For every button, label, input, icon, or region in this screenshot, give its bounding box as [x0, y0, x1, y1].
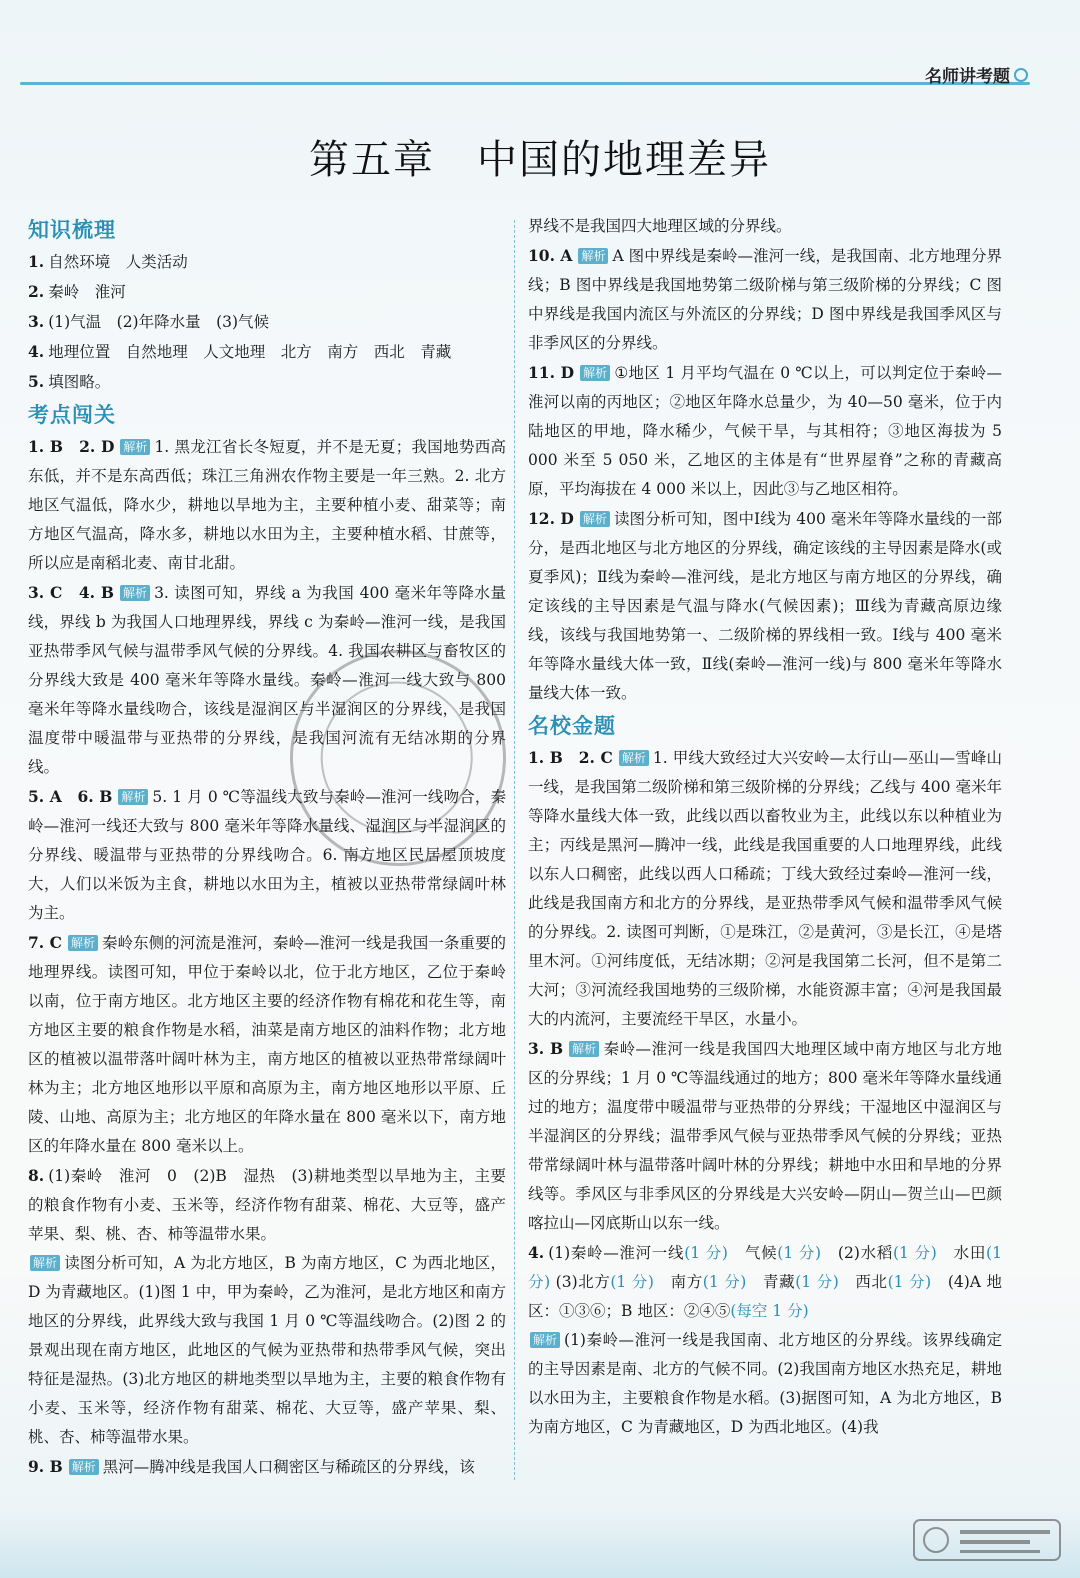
answer-item: 10. A 解析 A 图中界线是秦岭—淮河一线，是我国南、北方地理分界线；B 图中界线是我国地势第二级阶梯与第三级阶梯的分界线；C 图中界线是我国内流区与外流区的分界线；D 图中界线是我国季风区与非季风区的分界线。 [528, 246, 1003, 352]
column-divider [514, 220, 516, 1480]
answer-item: 3. B 解析 秦岭—淮河一线是我国四大地理区域中南方地区与北方地区的分界线；1 月 0 ℃等温线通过的地方；800 毫米年等降水量线通过的地方；温度带中暖温带与亚热带的分界线；干湿地区中湿润区与半湿润区的分界线；温带季风气候与亚热带季风气候的分界线；亚热带常绿阔叶林与温带落叶阔叶林的分界线；耕地中水田和旱地的分界线等。季风区与非季风区的分界线是大兴安岭—阴山—贺兰山—巴颜喀拉山—冈底斯山以东一线。 [528, 1039, 1002, 1232]
score-note: (每空 1 分) [730, 1302, 809, 1320]
answer-item: 3. (1)气温 (2)年降水量 (3)气候 [28, 312, 270, 331]
score-note: (1 分) [702, 1273, 747, 1291]
score-note: (1 分) [887, 1273, 932, 1291]
answer-item: 8. (1)秦岭 淮河 0 (2)B 湿热 (3)耕地类型以旱地为主，主要的粮食作物有小麦、玉米等，经济作物有甜菜、棉花、大豆等，盛产苹果、梨、桃、杏、柿等温带水果。 [28, 1166, 506, 1243]
circle-icon [1014, 68, 1028, 82]
score-note: (1 分) [610, 1273, 654, 1291]
analysis-text: 解析 读图分析可知，A 为北方地区，B 为南方地区，C 为西北地区，D 为青藏地区。(1)图 1 中，甲为秦岭，乙为淮河，是北方地区和南方地区的分界线，此界线大致与我国 1 月 0 ℃等温线吻合。(2)图 2 的景观出现在南方地区，此地区的气候为亚热带和热带季风气候，突出特征是湿热。(3)北方地区的耕地类型以旱地为主，主要的粮食作物有小麦、玉米等，经济作物有甜菜、棉花、大豆等，盛产苹果、梨、桃、杏、柿等温带水果。 [28, 1254, 506, 1446]
analysis-badge: 解析 [530, 1332, 560, 1348]
answer-item: 5. A 6. B 解析 5. 1 月 0 ℃等温线大致与秦岭—淮河一线吻合，秦岭—淮河一线还大致与 800 毫米年等降水量线、湿润区与半湿润区的分界线、暖温带与亚热带的分界线吻合。6. 南方地区民居屋顶坡度大，人们以米饭为主食，耕地以水田为主，植被以亚热带常绿阔叶林为主。 [28, 787, 506, 922]
answer-item: 4. (1)秦岭—淮河一线(1 分) 气候(1 分) (2)水稻(1 分) 水田(1 分) (3)北方(1 分) 南方(1 分) 青藏(1 分) 西北(1 分) (4)A 地区：①③⑥；B 地区：②④⑤(每空 1 分) [528, 1243, 1002, 1320]
analysis-badge: 解析 [118, 789, 148, 805]
answer-item: 7. C 解析 秦岭东侧的河流是淮河，秦岭—淮河一线是我国一条重要的地理界线。读图可知，甲位于秦岭以北，位于北方地区，乙位于秦岭以南，位于南方地区。北方地区主要的经济作物有棉花和花生等，南方地区主要的粮食作物是水稻，油菜是南方地区的油料作物；北方地区的植被以温带落叶阔叶林为主，南方地区的植被以亚热带常绿阔叶林为主；北方地区地形以平原和高原为主，南方地区地形以平原、丘陵、山地、高原为主；北方地区的年降水量在 800 毫米以下，南方地区的年降水量在 800 毫米以上。 [28, 933, 506, 1155]
answer-item: 3. C 4. B 解析 3. 读图可知，界线 a 为我国 400 毫米年等降水量线，界线 b 为我国人口地理界线，界线 c 为秦岭—淮河一线，是我国亚热带季风气候与温带季风气候的分界线。4. 我国农耕区与畜牧区的分界线大致是 400 毫米年等降水量线。秦岭—淮河一线大致与 800 毫米年等降水量线吻合，该线是湿润区与半湿润区的分界线，是我国温度带中暖温带与亚热带的分界线，是我国河流有无结冰期的分界线。 [28, 583, 506, 776]
analysis-badge: 解析 [580, 365, 610, 381]
section-heading: 知识梳理 [28, 218, 116, 242]
analysis-badge: 解析 [569, 1041, 599, 1057]
answer-item: 2. 秦岭 淮河 [28, 282, 126, 301]
analysis-text: 解析 (1)秦岭—淮河一线是我国南、北方地区的分界线。该界线确定的主导因素是南、北方的气候不同。(2)我国南方地区水热充足，耕地以水田为主，主要粮食作物是水稻。(3)据图可知，A 为北方地区，B 为南方地区，C 为青藏地区，D 为西北地区。(4)我 [528, 1331, 1002, 1436]
answer-continuation: 界线不是我国四大地理区域的分界线。 [528, 217, 792, 235]
score-note: (1 分) [684, 1244, 728, 1262]
section-heading: 名校金题 [528, 714, 616, 738]
answer-item: 5. 填图略。 [28, 372, 111, 391]
analysis-badge: 解析 [69, 1459, 99, 1475]
answer-item: 1. B 2. D 解析 1. 黑龙江省长冬短夏，并不是无夏；我国地势西高东低，并不是东高西低；珠江三角洲农作物主要是一年三熟。2. 北方地区气温低，降水少，耕地以旱地为主，主要种植小麦、甜菜等；南方地区气温高，降水多，耕地以水田为主，主要种植水稻、甘蔗等，所以应是南稻北麦、南甘北甜。 [28, 437, 507, 572]
analysis-badge: 解析 [30, 1255, 60, 1271]
chapter-title: 第五章 中国的地理差异 [309, 137, 771, 183]
right-column [528, 212, 1002, 1442]
header-tag: 名师讲考题 [925, 67, 1010, 87]
answer-item: 4. 地理位置 自然地理 人文地理 北方 南方 西北 青藏 [28, 342, 452, 361]
answer-item: 12. D 解析 读图分析可知，图中Ⅰ线为 400 毫米年等降水量线的一部分，是西北地区与北方地区的分界线，确定该线的主导因素是降水(或夏季风)；Ⅱ线为秦岭—淮河线，是北方地区与南方地区的分界线，确定该线的主导因素是气温与降水(气候因素)；Ⅲ线为青藏高原边缘线，该线与我国地势第一、二级阶梯的界线相一致。Ⅰ线与 400 毫米年等降水量线大体一致，Ⅱ线(秦岭—淮河一线)与 800 毫米年等降水量线大体一致。 [528, 509, 1002, 702]
analysis-badge: 解析 [580, 511, 610, 527]
score-note: (1 分) [528, 1244, 1002, 1291]
score-note: (1 分) [777, 1244, 822, 1262]
analysis-badge: 解析 [619, 750, 649, 766]
answer-item: 11. D 解析 ①地区 1 月平均气温在 0 ℃以上，可以判定位于秦岭—淮河以南的丙地区；②地区年降水总量少，为 40—50 毫米，位于内陆地区的甲地，降水稀少，气候干旱，与其相符；③地区海拔为 5 000 米至 5 050 米，乙地区的主体是有“世界屋脊”之称的青藏高原，平均海拔在 4 000 米以上，因此③与乙地区相符。 [528, 363, 1002, 498]
header-rule [20, 82, 1030, 85]
analysis-badge: 解析 [120, 585, 150, 601]
watermark-logo [912, 1516, 1062, 1564]
answer-item: 1. 自然环境 人类活动 [28, 252, 188, 271]
answer-item: 1. B 2. C 解析 1. 甲线大致经过大兴安岭—太行山—巫山—雪峰山一线，是我国第二级阶梯和第三级阶梯的分界线；乙线与 400 毫米年等降水量线大体一致，此线以西以畜牧业为主，此线以东以种植业为主；丙线是黑河—腾冲一线，此线是我国重要的人口地理界线，此线以东人口稠密，此线以西人口稀疏；丁线大致经过秦岭—淮河一线，此线是我国南方和北方的分界线，是亚热带季风气候和温带季风气候的分界线。2. 读图可判断，①是珠江，②是黄河，③是长江，④是塔里木河。①河纬度低，无结冰期；②河是我国第二长河，但不是第二大河；③河流经我国地势的三级阶梯，水能资源丰富；④河是我国最大的内流河，主要流经干旱区，水量小。 [528, 748, 1003, 1028]
score-note: (1 分) [892, 1244, 937, 1262]
analysis-badge: 解析 [68, 935, 98, 951]
answer-item: 9. B 解析 黑河—腾冲线是我国人口稠密区与稀疏区的分界线，该 [28, 1457, 475, 1476]
analysis-badge: 解析 [578, 248, 608, 264]
analysis-badge: 解析 [120, 439, 150, 455]
section-heading: 考点闯关 [28, 403, 116, 427]
score-note: (1 分) [795, 1273, 839, 1291]
